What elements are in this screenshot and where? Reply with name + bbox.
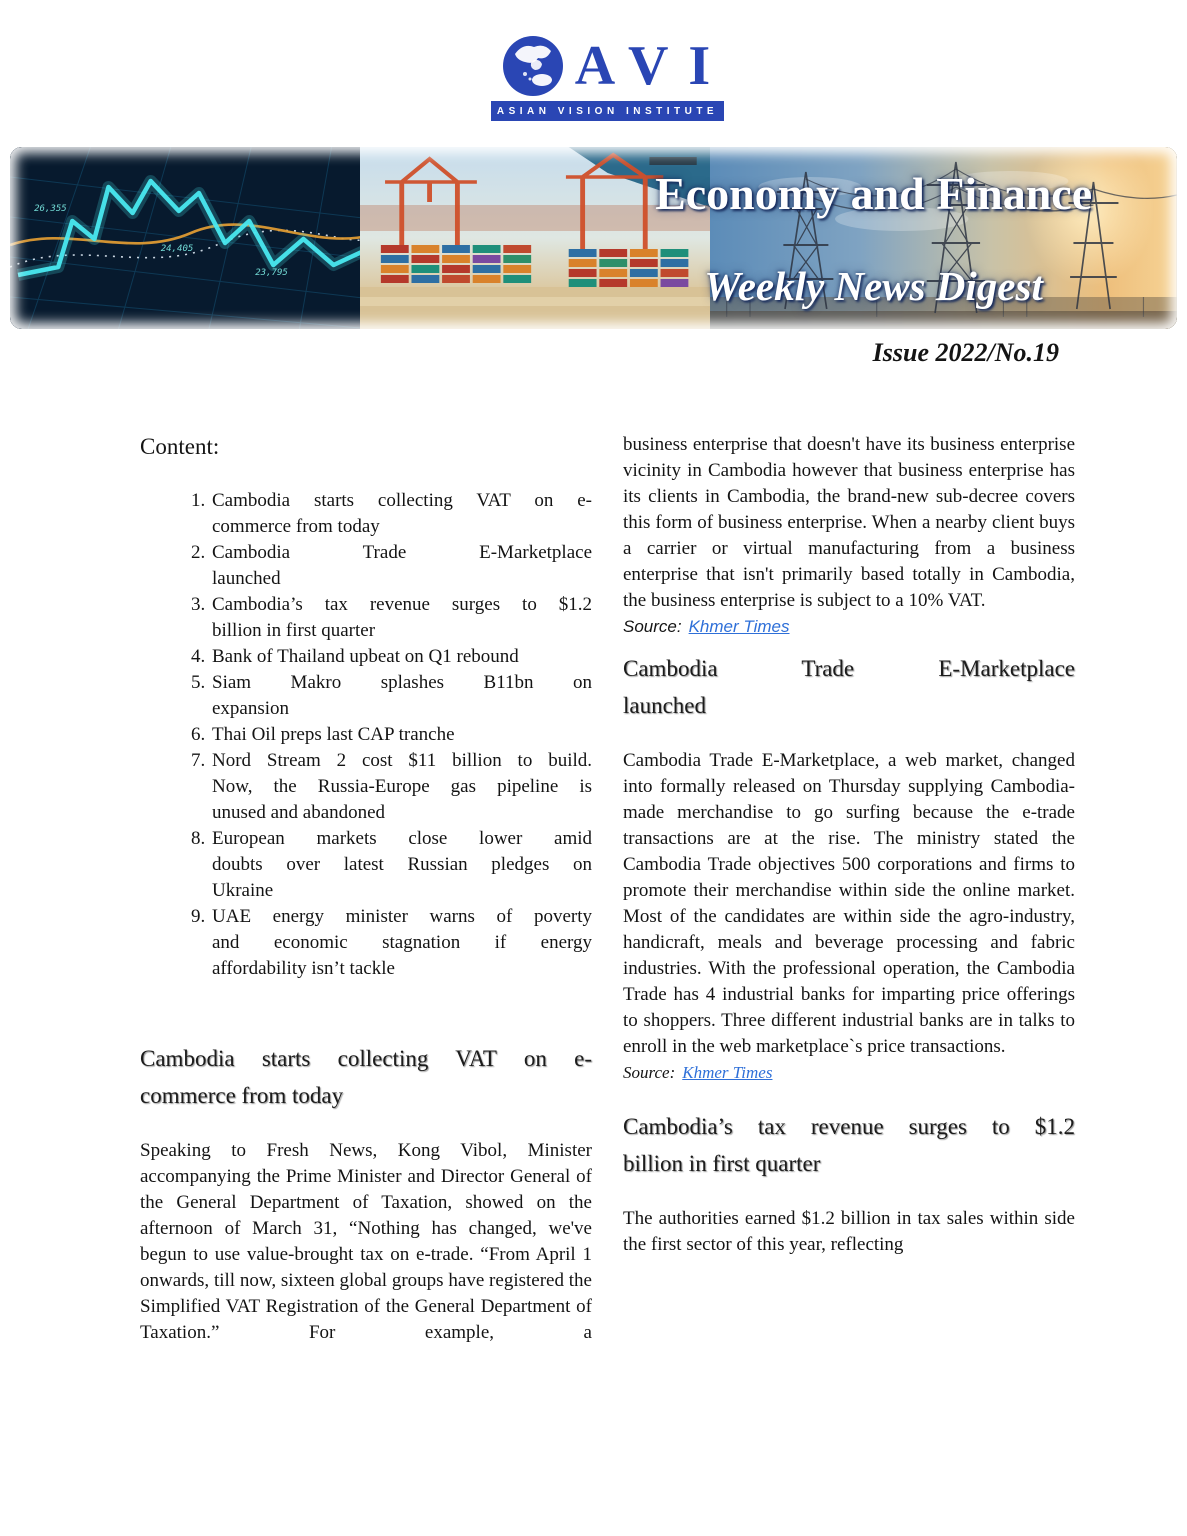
toc-item: 7. Nord Stream 2 cost $11 billion to build. Now, the Russia-Europe gas pipeline is unused and abandoned — [210, 748, 592, 826]
toc-item: 8. European markets close lower amid doubts over latest Russian pledges on Ukraine — [210, 826, 592, 904]
article-title-tax-revenue: Cambodia’s tax revenue surges to $1.2 billion in first quarter — [623, 1114, 1075, 1176]
toc-item: 1. Cambodia starts collecting VAT on e- commerce from today — [210, 488, 592, 540]
toc-item: 6. Thai Oil preps last CAP tranche — [210, 722, 592, 748]
banner-photo-trading-chart — [10, 147, 372, 329]
banner-image — [10, 147, 1177, 329]
banner-caption — [594, 157, 1154, 309]
column-left — [140, 432, 592, 1346]
toc-item: 5. Siam Makro splashes B11bn on expansion — [210, 670, 592, 722]
article-body-tax-revenue: The authorities earned $1.2 billion in tax sales within side the first sector of this year, reflecting — [623, 1208, 1075, 1255]
logo — [0, 34, 1187, 121]
source-link-khmer-times[interactable]: Khmer Times — [688, 617, 790, 636]
logo-acronym: AVI — [574, 35, 731, 97]
toc-list — [140, 488, 592, 982]
issue-line: Issue 2022/No.19 — [872, 338, 1059, 367]
source-line — [623, 1061, 1075, 1084]
toc-item: 2. Cambodia Trade E-Marketplace launched — [210, 540, 592, 592]
toc-heading: Content: — [140, 434, 220, 459]
toc-item: 9. UAE energy minister warns of poverty and economic stagnation if energy affordability isn’t tackle — [210, 904, 592, 982]
banner-title: Economy and Finance — [655, 168, 1093, 219]
toc-item: 4. Bank of Thailand upbeat on Q1 rebound — [210, 644, 592, 670]
article-body-vat-part2: business enterprise that doesn't have its business enterprise vicinity in Cambodia however that business enterprise has its clients in Cambodia, the brand-new sub-decree covers this form of business enterprise. When a nearby client buys a carrier or virtual manufacturing from a business enterprise that isn't primarily based totally in Cambodia, the business enterprise is subject to a 10% VAT. — [623, 434, 1075, 611]
svg-text:24,405: 24,405 — [160, 244, 194, 254]
article-body-emarketplace: Cambodia Trade E-Marketplace, a web market, changed into formally released on Thursday supplying Cambodia-made merchandise to go surfing because the e-trade transactions are at the rise. The ministry stated the Cambodia Trade objectives 500 corporations and firms to promote their merchandise within side the online market. Most of the candidates are within side the agro-industry, handicraft, meals and beverage processing and fabric industries. With the professional operation, the Cambodia Trade has 4 industrial banks for imparting price offerings to shoppers. Three different industrial banks are in talks to enroll in the web marketplace`s price transactions. — [623, 750, 1075, 1057]
source-label: Source: — [623, 617, 682, 636]
article-body-vat-part1: Speaking to Fresh News, Kong Vibol, Minister accompanying the Prime Minister and Director General of the General Department of Taxation, showed on the afternoon of March 31, “Nothing has changed, we've begun to use value-brought tax on e-trade. “From April 1 onwards, till now, sixteen global groups have registered the Simplified VAT Registration of the General Department of Taxation.” For example, a — [140, 1140, 592, 1343]
svg-text:23,795: 23,795 — [255, 268, 288, 278]
column-right — [623, 432, 1075, 1258]
article-title-emarketplace: Cambodia Trade E-Marketplace launched — [623, 656, 1075, 718]
source-label: Source: — [623, 1063, 676, 1082]
source-line — [623, 615, 1075, 638]
globe-icon — [501, 34, 565, 98]
banner-subtitle: Weekly News Digest — [704, 262, 1043, 309]
article-title-vat: Cambodia starts collecting VAT on e- commerce from today — [140, 1046, 592, 1108]
logo-tagline: ASIAN VISION INSTITUTE — [491, 101, 724, 121]
source-link-khmer-times[interactable]: Khmer Times — [682, 1063, 773, 1082]
svg-text:26,355: 26,355 — [34, 204, 67, 214]
toc-item: 3. Cambodia’s tax revenue surges to $1.2 billion in first quarter — [210, 592, 592, 644]
